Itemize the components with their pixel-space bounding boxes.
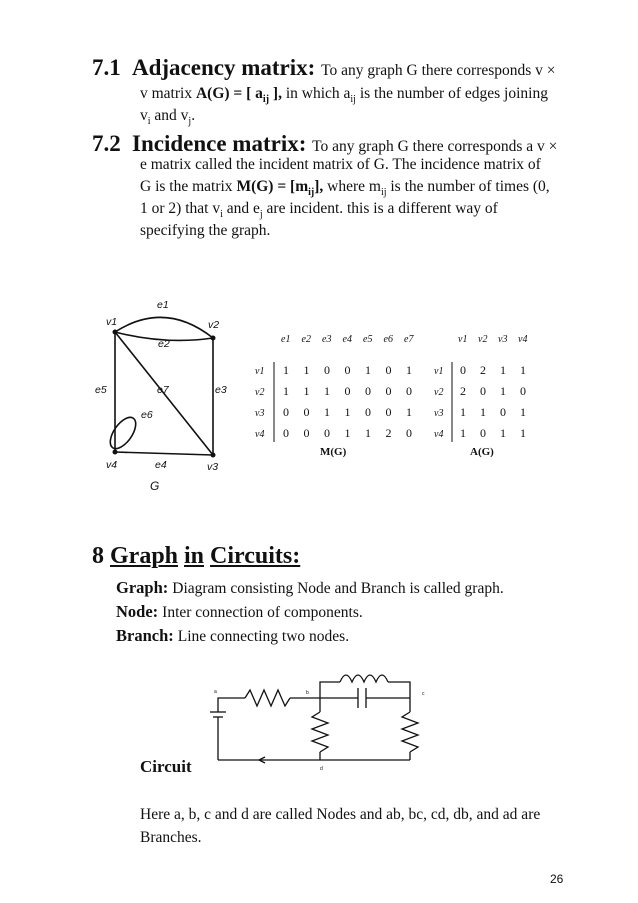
matrix-cell: 1 [520, 405, 526, 419]
vertex-dot [211, 336, 216, 341]
matrix-cell: 0 [480, 384, 486, 398]
paragraph-line [140, 85, 548, 105]
matrix-column-header: e4 [342, 334, 352, 345]
matrix-cell: 0 [385, 363, 392, 377]
node-label: d [320, 766, 323, 772]
matrix-cell: 0 [406, 384, 412, 398]
resistor-ab [245, 690, 290, 706]
edge-label: e3 [215, 384, 227, 396]
matrix-cell: 0 [344, 384, 351, 398]
circuit-caption: Circuit [140, 757, 192, 776]
text-run: and v [150, 107, 189, 124]
matrix-cell: 1 [520, 363, 526, 377]
text-run: is the number of edges joining [355, 85, 548, 102]
circuit-diagram [200, 660, 440, 775]
inductor [340, 675, 388, 682]
matrix-cell: 0 [500, 405, 506, 419]
matrix-cell: 1 [406, 363, 412, 377]
matrix-column-header: e2 [301, 334, 311, 345]
adjacency-matrix [430, 330, 540, 460]
matrix-cell: 2 [480, 363, 486, 377]
matrix-column-header: e5 [363, 334, 373, 345]
matrix-row-header: v2 [434, 387, 444, 398]
matrix-cell: 1 [303, 384, 310, 398]
definition-term: Graph: [116, 578, 169, 597]
matrix-cell: 0 [480, 426, 486, 440]
matrix-cell: 0 [385, 384, 392, 398]
matrix-cell: 1 [500, 363, 506, 377]
definition-text: Diagram consisting Node and Branch is called graph. [172, 580, 504, 597]
subscript: i [147, 116, 151, 128]
node-label: a [214, 689, 217, 695]
matrix-caption: M(G) [320, 446, 347, 458]
vertex-label: v3 [207, 461, 219, 473]
section-title: Incidence matrix: [132, 131, 307, 156]
matrix-column-header: v1 [458, 334, 468, 345]
text-run: where m [323, 178, 381, 195]
page-number: 26 [550, 872, 564, 886]
text-run: M(G) = [m [236, 178, 309, 195]
definition-branch [116, 626, 349, 646]
edge-label: e6 [141, 409, 153, 421]
heading-8 [92, 543, 300, 570]
edge-e4 [115, 452, 213, 455]
text-run: A(G) = [ a [195, 85, 263, 102]
definition-text: Line connecting two nodes. [177, 628, 350, 645]
matrix-cell: 0 [385, 405, 392, 419]
text-run: 1 or 2) that v [140, 200, 221, 217]
definition-node [116, 602, 363, 622]
paragraph-line: To any graph G there corresponds a v × [312, 138, 558, 155]
resistor-cd [402, 712, 418, 752]
edge-label: e5 [95, 384, 107, 396]
paragraph-line: specifying the graph. [140, 222, 271, 239]
paragraph-line [140, 107, 195, 127]
matrix-cell: 1 [303, 363, 310, 377]
subscript: ij [350, 94, 356, 106]
heading-word: Circuits: [210, 543, 301, 569]
matrix-row-header: v2 [255, 387, 265, 398]
matrix-cell: 0 [365, 405, 371, 419]
text-run: ], [269, 85, 282, 102]
matrix-cell: 1 [344, 426, 351, 440]
node-label: c [422, 691, 425, 697]
wire [218, 698, 245, 700]
matrix-cell: 1 [500, 426, 506, 440]
matrix-row-header: v3 [434, 408, 444, 419]
text-run: v [140, 107, 148, 124]
paragraph-line: Branches. [140, 829, 202, 846]
paragraph-line: Here a, b, c and d are called Nodes and ab, bc, cd, db, and ad are [140, 806, 541, 823]
text-run: v matrix [140, 85, 196, 102]
vertex-dot [113, 450, 118, 455]
matrix-row-header: v4 [434, 429, 444, 440]
graph-figure [95, 290, 255, 500]
matrix-cell: 1 [324, 405, 330, 419]
subscript: ij [308, 187, 315, 199]
incidence-matrix [250, 330, 425, 460]
heading-7-2 [92, 131, 557, 157]
subscript: j [188, 116, 192, 128]
subscript: ij [380, 187, 387, 199]
text-run: are incident. this is a different way of [262, 200, 498, 217]
text-run: G is the matrix [140, 178, 237, 195]
definition-term: Node: [116, 602, 159, 621]
section-number: 7.2 [92, 131, 121, 156]
matrix-cell: 1 [460, 405, 466, 419]
vertex-label: v4 [106, 459, 118, 471]
resistor-bd [312, 712, 328, 752]
matrix-cell: 0 [283, 426, 289, 440]
matrix-cell: 1 [480, 405, 486, 419]
section-title: Adjacency matrix: [132, 55, 316, 80]
node-label: b [306, 690, 309, 696]
paragraph-line [140, 178, 550, 198]
matrix-column-header: v3 [498, 334, 508, 345]
matrix-cell: 0 [303, 426, 310, 440]
matrix-cell: 2 [385, 426, 392, 440]
matrix-cell: 1 [460, 426, 466, 440]
text-run: ], [314, 178, 324, 195]
paragraph-line [140, 200, 498, 220]
matrix-cell: 0 [283, 405, 289, 419]
section-number: 8 [92, 543, 104, 569]
matrix-column-header: v4 [518, 334, 528, 345]
wire [320, 682, 340, 698]
text-run: in which a [281, 85, 351, 102]
matrix-column-header: e1 [281, 334, 291, 345]
definition-text: Inter connection of components. [162, 604, 363, 621]
matrix-caption: A(G) [470, 446, 494, 458]
heading-word: in [184, 543, 205, 569]
edge-label: e7 [157, 384, 169, 396]
edge-label: e2 [158, 338, 170, 350]
vertex-dot [113, 330, 118, 335]
text-run: is the number of times (0, [386, 178, 550, 195]
matrix-row-header: v3 [255, 408, 265, 419]
subscript: j [259, 209, 263, 221]
matrix-cell: 1 [365, 426, 371, 440]
vertex-dot [211, 453, 216, 458]
matrix-cell: 1 [500, 384, 506, 398]
paragraph-line: e matrix called the incident matrix of G. The incidence matrix of [140, 156, 541, 173]
section-number: 7.1 [92, 55, 121, 80]
matrix-column-header: v2 [478, 334, 488, 345]
matrix-cell: 2 [460, 384, 466, 398]
edge-label: e4 [155, 459, 167, 471]
text-run: and e [222, 200, 260, 217]
matrix-cell: 1 [283, 384, 289, 398]
matrix-cell: 0 [324, 363, 330, 377]
graph-caption: G [150, 479, 160, 493]
matrix-column-header: e6 [383, 334, 393, 345]
matrix-row-header: v4 [255, 429, 265, 440]
matrix-cell: 1 [406, 405, 412, 419]
matrix-cell: 0 [406, 426, 412, 440]
edge-e6-loop [105, 413, 140, 453]
matrix-cell: 0 [324, 426, 330, 440]
paragraph-line: To any graph G there corresponds v × [321, 62, 556, 79]
matrix-cell: 0 [303, 405, 310, 419]
matrix-cell: 0 [520, 384, 526, 398]
matrix-cell: 1 [324, 384, 330, 398]
matrix-cell: 1 [365, 363, 371, 377]
matrix-cell: 0 [365, 384, 371, 398]
subscript: ij [262, 94, 270, 106]
subscript: i [220, 209, 223, 221]
wire [388, 682, 410, 698]
text-run: . [191, 107, 196, 124]
edge-label: e1 [157, 299, 169, 311]
matrix-row-header: v1 [434, 366, 444, 377]
matrix-column-header: e3 [322, 334, 332, 345]
matrix-column-header: e7 [404, 334, 414, 345]
matrix-cell: 1 [344, 405, 351, 419]
matrix-cell: 1 [520, 426, 526, 440]
matrix-cell: 0 [344, 363, 351, 377]
heading-7-1 [92, 55, 556, 81]
vertex-label: v1 [106, 316, 118, 328]
matrix-cell: 1 [283, 363, 289, 377]
matrix-row-header: v1 [255, 366, 265, 377]
definition-graph [116, 578, 504, 598]
definition-term: Branch: [116, 626, 174, 645]
vertex-label: v2 [208, 319, 220, 331]
heading-word: Graph [110, 543, 179, 569]
matrix-cell: 0 [460, 363, 466, 377]
